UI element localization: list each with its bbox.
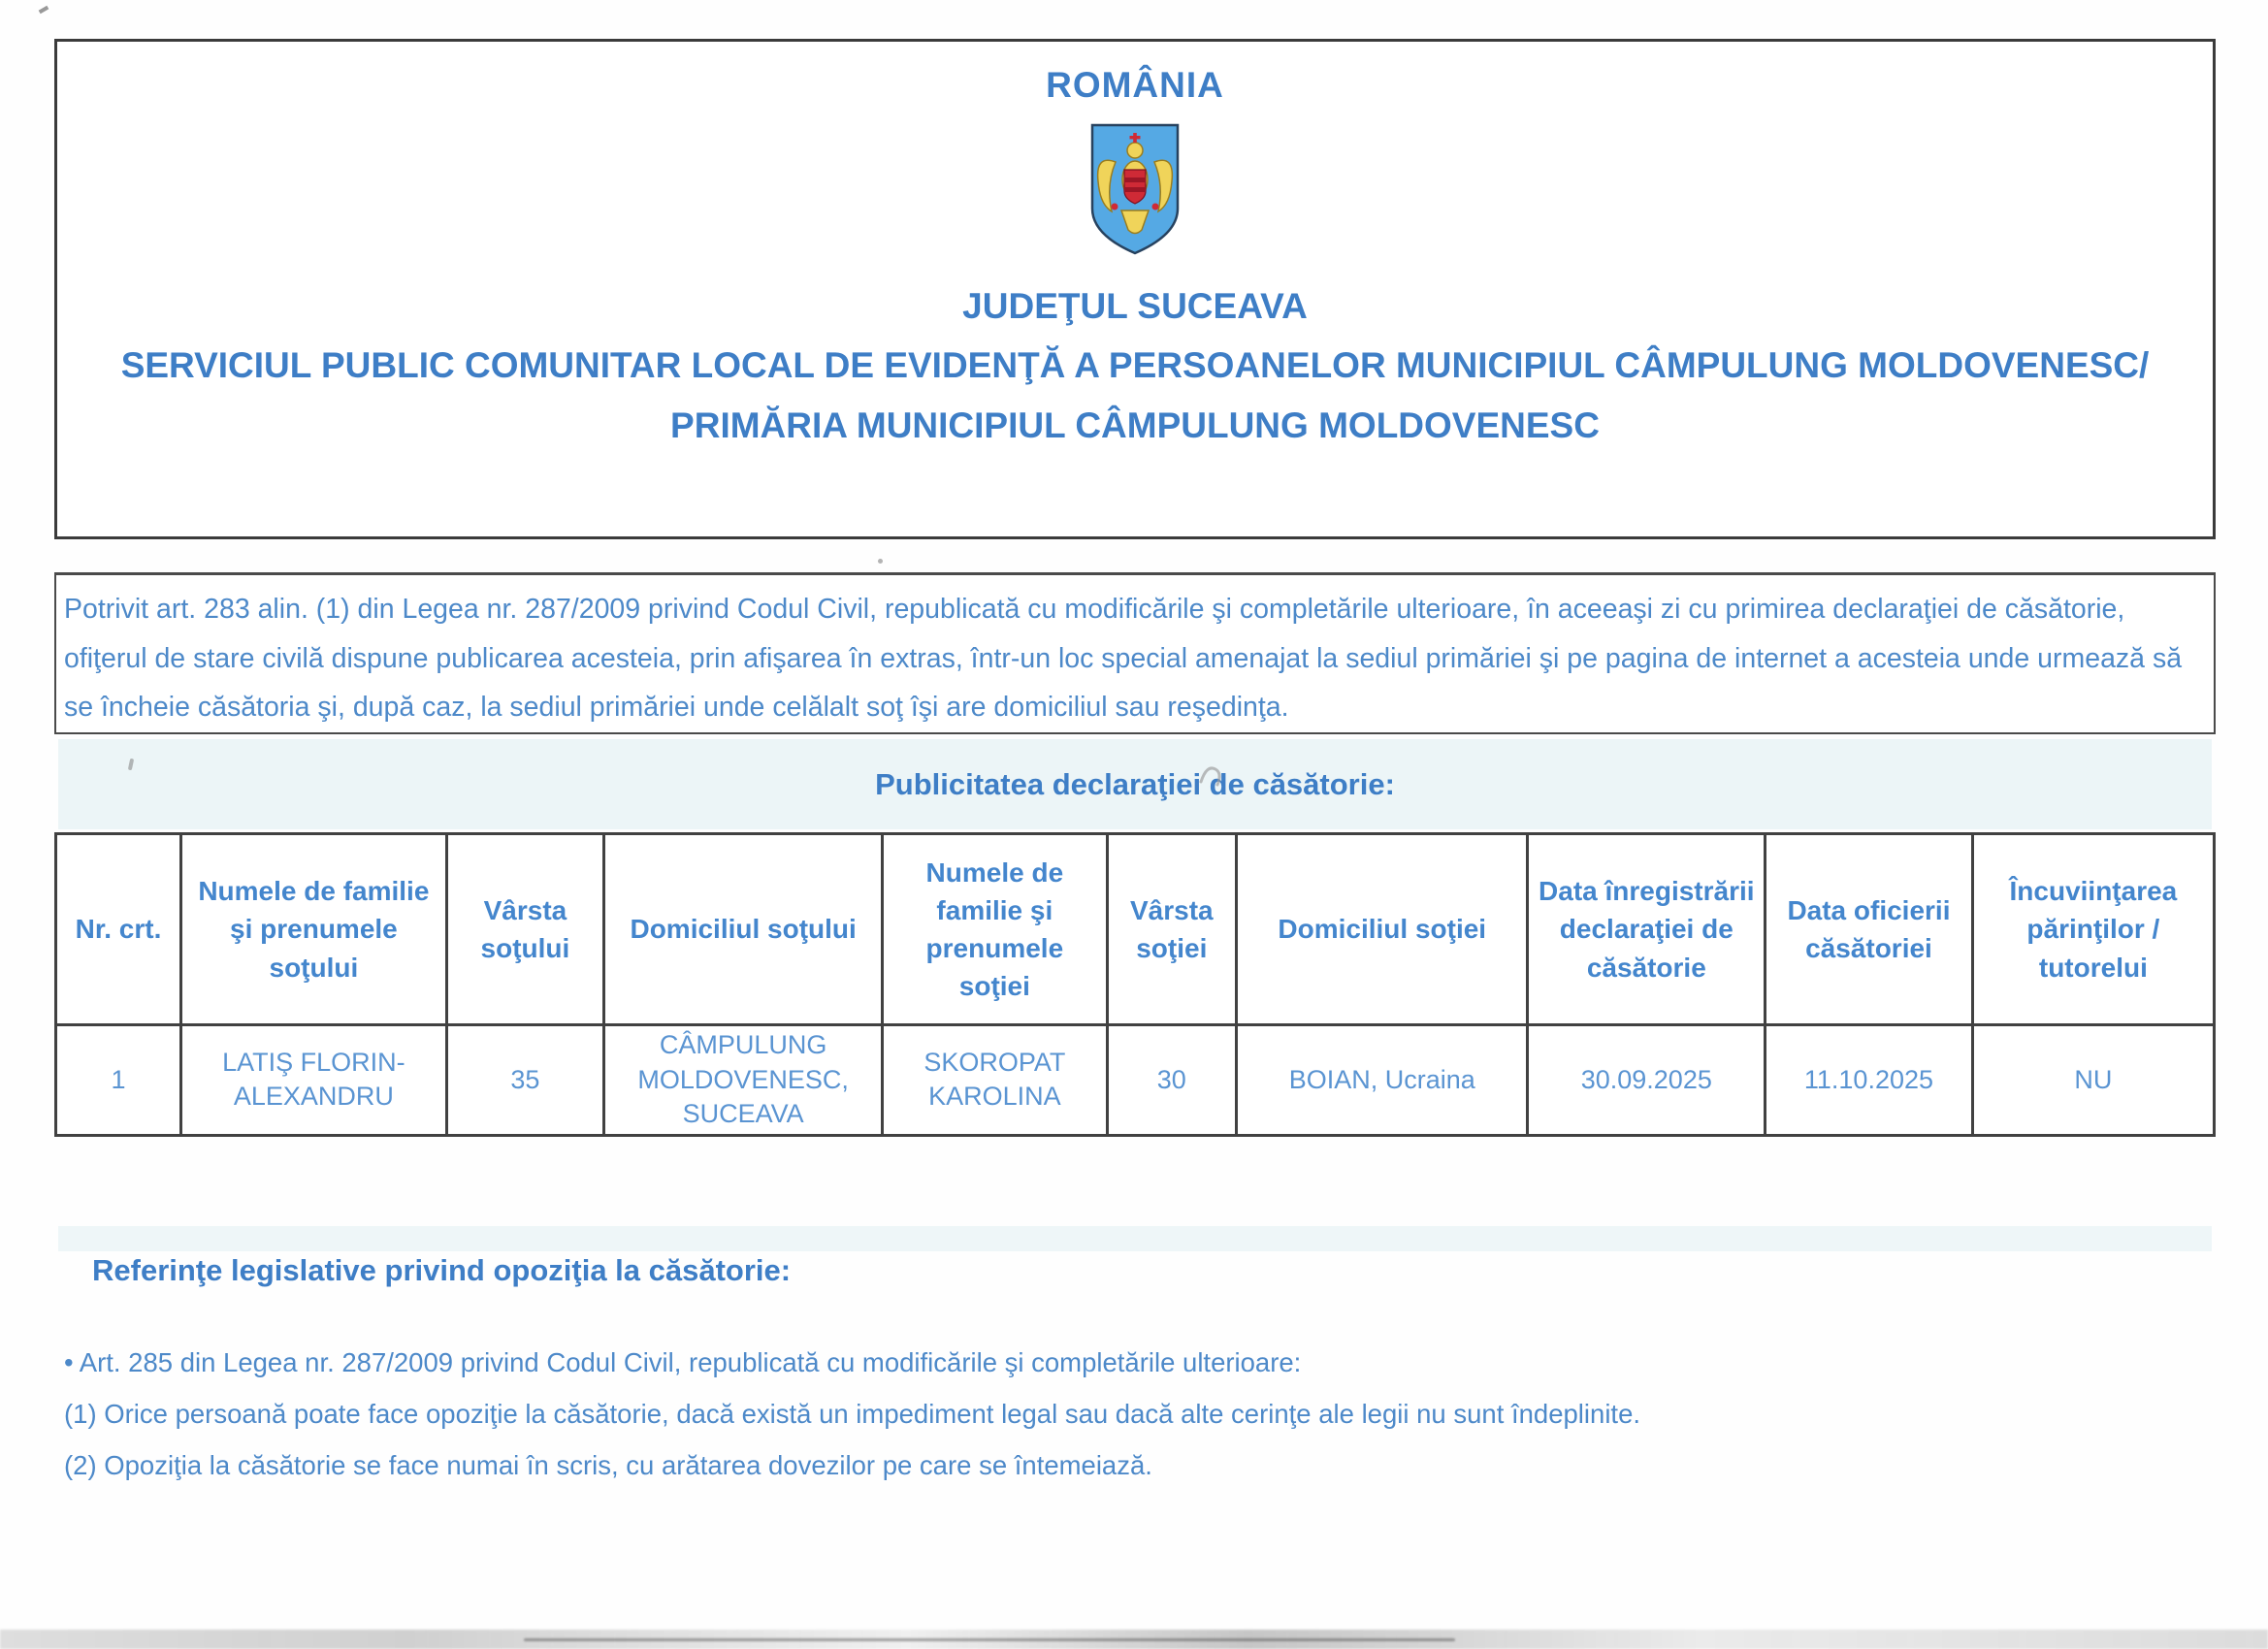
reference-item-alin2: (2) Opoziţia la căsătorie se face numai în scris, cu arătarea dovezilor pe care se întemeiază.	[64, 1450, 1152, 1481]
header-cell-husband-age: Vârsta soţului	[446, 834, 603, 1025]
header-cell-declaration-date: Data înregistrării declaraţiei de căsătorie	[1528, 834, 1766, 1025]
reference-item-art285: • Art. 285 din Legea nr. 287/2009 privind Codul Civil, republicată cu modificările şi completările ulterioare:	[64, 1347, 1302, 1377]
table-header-row	[56, 834, 2215, 1025]
cell-parental-consent: NU	[1972, 1025, 2214, 1136]
scan-artifact-squiggle	[1195, 759, 1228, 792]
header-cell-wife-age: Vârsta soţiei	[1107, 834, 1237, 1025]
legal-notice-text: Potrivit art. 283 alin. (1) din Legea nr. 287/2009 privind Codul Civil, republicată cu modificările şi completările ulterioare, în aceeaşi zi cu primirea declaraţiei de căsătorie, ofiţerul de stare civilă dispune publicarea acesteia, prin afişarea în extras, într-un loc special amenajat la sediul primăriei şi pe pagina de internet a acesteia unde urmează să se încheie căsătoria şi, după caz, la sediul primăriei unde celălalt soţ îşi are domiciliul sau reşedinţa.	[64, 594, 2183, 724]
document-header-box	[54, 39, 2216, 539]
header-cell-wife-domicile: Domiciliul soţiei	[1237, 834, 1528, 1025]
romania-coat-of-arms-icon	[1086, 117, 1183, 261]
cell-husband-age: 35	[446, 1025, 603, 1136]
scan-artifact-speck	[878, 559, 883, 564]
marriage-declarations-table	[54, 832, 2216, 1137]
cell-ceremony-date: 11.10.2025	[1766, 1025, 1973, 1136]
cell-wife-domicile: BOIAN, Ucraina	[1237, 1025, 1528, 1136]
references-list	[64, 1337, 2218, 1491]
cell-husband-name: LATIŞ FLORIN-ALEXANDRU	[181, 1025, 447, 1136]
reference-item-alin1: (1) Orice persoană poate face opoziţie la căsătorie, dacă există un impediment legal sau dacă alte cerinţe ale legii nu sunt îndeplinite.	[64, 1399, 1640, 1430]
section-title-band	[58, 739, 2212, 829]
authority-line-cityhall: PRIMĂRIA MUNICIPIUL CÂMPULUNG MOLDOVENESC	[670, 404, 1600, 445]
table-row	[56, 1025, 2215, 1136]
scan-artifact-speck	[39, 6, 49, 14]
scan-artifact-bottom-line	[524, 1638, 1455, 1641]
cell-declaration-date: 30.09.2025	[1528, 1025, 1766, 1136]
authority-name-block	[92, 276, 2178, 455]
legal-notice-box	[54, 572, 2216, 734]
authority-line-service: SERVICIUL PUBLIC COMUNITAR LOCAL DE EVIDENŢĂ A PERSOANELOR MUNICIPIUL CÂMPULUNG MOLDOVENESC/	[120, 345, 2150, 386]
cell-wife-name: SKOROPAT KAROLINA	[883, 1025, 1107, 1136]
cell-wife-age: 30	[1107, 1025, 1237, 1136]
references-band	[58, 1226, 2212, 1251]
header-cell-parental-consent: Încuviinţarea părinţilor / tutorelui	[1972, 834, 2214, 1025]
header-cell-wife-name: Numele de familie şi prenumele soţiei	[883, 834, 1107, 1025]
section-title: Publicitatea declaraţiei de căsătorie:	[875, 766, 1395, 801]
references-heading: Referinţe legislative privind opoziţia la căsătorie:	[92, 1253, 792, 1287]
country-title: ROMÂNIA	[1046, 65, 1224, 105]
authority-line-county: JUDEŢUL SUCEAVA	[962, 286, 1308, 326]
header-cell-husband-name: Numele de familie şi prenumele soţului	[181, 834, 447, 1025]
header-cell-ceremony-date: Data oficierii căsătoriei	[1766, 834, 1973, 1025]
cell-nr-crt: 1	[56, 1025, 181, 1136]
header-cell-nr-crt: Nr. crt.	[56, 834, 181, 1025]
header-cell-husband-domicile: Domiciliul soţului	[604, 834, 883, 1025]
cell-husband-domicile: CÂMPULUNG MOLDOVENESC, SUCEAVA	[604, 1025, 883, 1136]
